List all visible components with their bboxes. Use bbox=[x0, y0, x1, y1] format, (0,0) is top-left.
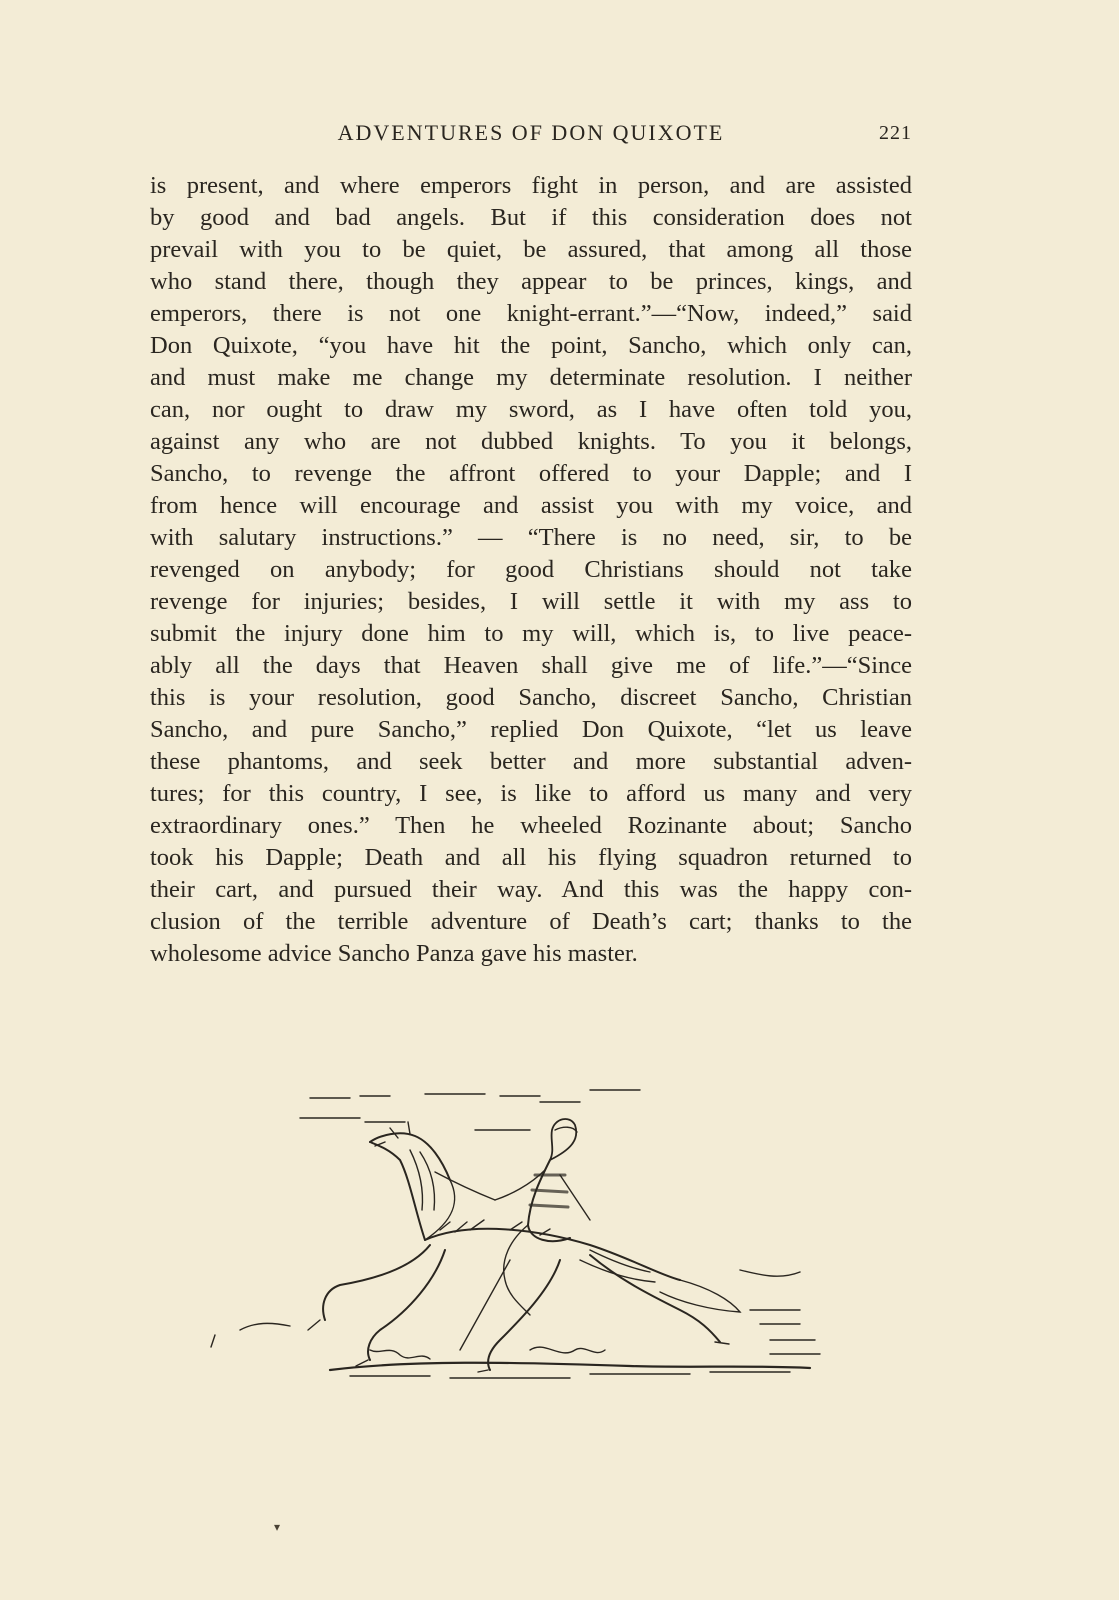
text-line: Sancho, to revenge the affront offered to your Dapple; and I bbox=[150, 460, 912, 487]
horse-and-rider-engraving-icon bbox=[210, 1080, 830, 1400]
text-line: tures; for this country, I see, is like to afford us many and very bbox=[150, 780, 912, 807]
text-line: Sancho, and pure Sancho,” replied Don Quixote, “let us leave bbox=[150, 716, 912, 743]
text-line: emperors, there is not one knight-errant.”—“Now, indeed,” said bbox=[150, 300, 912, 327]
text-line: who stand there, though they appear to be princes, kings, and bbox=[150, 268, 912, 295]
text-line: prevail with you to be quiet, be assured, that among all those bbox=[150, 236, 912, 263]
text-line: from hence will encourage and assist you with my voice, and bbox=[150, 492, 912, 519]
text-line: against any who are not dubbed knights. To you it belongs, bbox=[150, 428, 912, 455]
text-line: extraordinary ones.” Then he wheeled Rozinante about; Sancho bbox=[150, 812, 912, 839]
text-line: with salutary instructions.” — “There is no need, sir, to be bbox=[150, 524, 912, 551]
text-line: these phantoms, and seek better and more substantial adven- bbox=[150, 748, 912, 775]
page-number: 221 bbox=[879, 122, 912, 144]
text-line: revenged on anybody; for good Christians should not take bbox=[150, 556, 912, 583]
ink-speck: ▾ bbox=[274, 1520, 281, 1534]
text-line: is present, and where emperors fight in person, and are assisted bbox=[150, 172, 912, 199]
text-line: Don Quixote, “you have hit the point, Sancho, which only can, bbox=[150, 332, 912, 359]
running-title: ADVENTURES OF DON QUIXOTE bbox=[337, 120, 725, 145]
text-line: this is your resolution, good Sancho, discreet Sancho, Christian bbox=[150, 684, 912, 711]
body-text bbox=[150, 170, 912, 970]
text-line: clusion of the terrible adventure of Death’s cart; thanks to the bbox=[150, 908, 912, 935]
text-line: submit the injury done him to my will, which is, to live peace- bbox=[150, 620, 912, 647]
text-line: their cart, and pursued their way. And this was the happy con- bbox=[150, 876, 912, 903]
text-line: can, nor ought to draw my sword, as I have often told you, bbox=[150, 396, 912, 423]
text-line: revenge for injuries; besides, I will settle it with my ass to bbox=[150, 588, 912, 615]
text-line: by good and bad angels. But if this consideration does not bbox=[150, 204, 912, 231]
text-line: and must make me change my determinate resolution. I neither bbox=[150, 364, 912, 391]
page-header bbox=[150, 120, 912, 150]
text-line: took his Dapple; Death and all his flying squadron returned to bbox=[150, 844, 912, 871]
text-line: ably all the days that Heaven shall give me of life.”—“Since bbox=[150, 652, 912, 679]
text-line: wholesome advice Sancho Panza gave his master. bbox=[150, 940, 638, 967]
